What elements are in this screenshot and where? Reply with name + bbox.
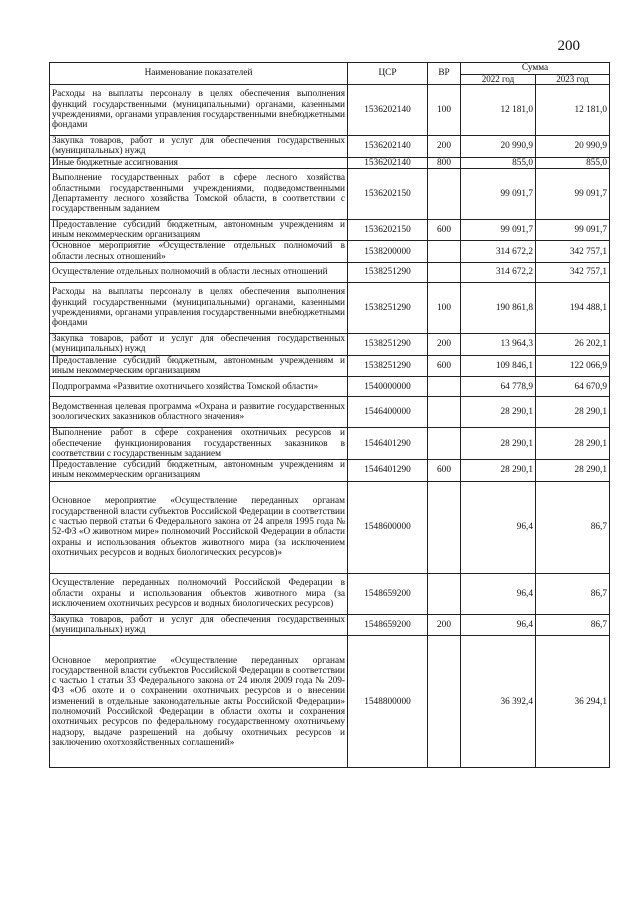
row-vr: 600 — [428, 460, 461, 482]
row-sum-2023: 64 670,9 — [536, 377, 610, 397]
table-row — [50, 334, 610, 356]
table-row — [50, 428, 610, 460]
row-csr: 1536202140 — [348, 85, 428, 136]
table-row — [50, 481, 610, 573]
row-vr: 600 — [428, 355, 461, 377]
row-name: Предоставление субсидий бюджетным, автономным учреждениям и иным некоммерческим организациям — [50, 355, 348, 377]
table-row — [50, 460, 610, 482]
row-sum-2023: 342 757,1 — [536, 263, 610, 283]
row-vr: 200 — [428, 136, 461, 158]
header-year-2023: 2023 год — [536, 75, 610, 85]
row-csr: 1548600000 — [348, 481, 428, 573]
row-sum-2022: 96,4 — [461, 481, 536, 573]
row-name: Расходы на выплаты персоналу в целях обеспечения выполнения функций государственными (муниципальными) органами, казенными учреждениями, органами управления государственными внебюджетными фондами — [50, 85, 348, 136]
table-row — [50, 241, 610, 263]
row-name: Основное мероприятие «Осуществление переданных органам государственной власти субъектов Российской Федерации в соответствии с частью 1 статьи 33 Федерального закона от 24 июля 2009 года № 209-ФЗ «Об охоте и о сохранении охотничьих ресурсов и о внесении изменений в отдельные законодательные акты Российской Федерации» полномочий Российской Федерации в области охоты и сохранения охотничьих ресурсов по федеральному государственному охотничьему надзору, выдаче разрешений на добычу охотничьих ресурсов и заключению охотхозяйственных соглашений» — [50, 636, 348, 768]
row-sum-2022: 28 290,1 — [461, 428, 536, 460]
row-name: Выполнение государственных работ в сфере лесного хозяйства областными государственными учреждениями, подведомственными Департаменту лесного хозяйства Томской области, в соответствии с государственным заданием — [50, 168, 348, 219]
row-name: Осуществление переданных полномочий Российской Федерации в области охраны и использования объектов животного мира (за исключением охотничьих ресурсов и водных биологических ресурсов) — [50, 573, 348, 614]
row-name: Выполнение работ в сфере сохранения охотничьих ресурсов и обеспечение функционирования государственных заказников в соответствии с государственным заданием — [50, 428, 348, 460]
page-number: 200 — [557, 38, 580, 54]
row-vr — [428, 263, 461, 283]
row-sum-2023: 99 091,7 — [536, 168, 610, 219]
table-row — [50, 283, 610, 334]
row-csr: 1548659200 — [348, 614, 428, 636]
row-name: Основное мероприятие «Осуществление отдельных полномочий в области лесных отношений» — [50, 241, 348, 263]
row-csr: 1538251290 — [348, 334, 428, 356]
row-sum-2022: 855,0 — [461, 157, 536, 168]
row-sum-2022: 64 778,9 — [461, 377, 536, 397]
row-csr: 1546401290 — [348, 460, 428, 482]
row-sum-2023: 28 290,1 — [536, 428, 610, 460]
header-vr: ВР — [428, 63, 461, 85]
row-name: Осуществление отдельных полномочий в области лесных отношений — [50, 263, 348, 283]
row-sum-2022: 96,4 — [461, 573, 536, 614]
row-sum-2023: 86,7 — [536, 481, 610, 573]
row-vr: 600 — [428, 219, 461, 241]
row-vr: 100 — [428, 283, 461, 334]
row-csr: 1546401290 — [348, 428, 428, 460]
row-sum-2022: 28 290,1 — [461, 397, 536, 428]
row-sum-2023: 26 202,1 — [536, 334, 610, 356]
row-sum-2022: 36 392,4 — [461, 636, 536, 768]
row-vr: 200 — [428, 334, 461, 356]
row-vr — [428, 241, 461, 263]
table-row — [50, 157, 610, 168]
budget-table — [49, 62, 610, 768]
row-csr: 1538251290 — [348, 263, 428, 283]
row-sum-2023: 12 181,0 — [536, 85, 610, 136]
row-sum-2023: 194 488,1 — [536, 283, 610, 334]
table-row — [50, 136, 610, 158]
row-name: Подпрограмма «Развитие охотничьего хозяйства Томской области» — [50, 377, 348, 397]
row-vr — [428, 377, 461, 397]
row-sum-2023: 20 990,9 — [536, 136, 610, 158]
row-sum-2023: 36 294,1 — [536, 636, 610, 768]
table-row — [50, 397, 610, 428]
row-sum-2023: 28 290,1 — [536, 460, 610, 482]
row-name: Иные бюджетные ассигнования — [50, 157, 348, 168]
row-sum-2023: 99 091,7 — [536, 219, 610, 241]
row-sum-2023: 342 757,1 — [536, 241, 610, 263]
row-csr: 1546400000 — [348, 397, 428, 428]
row-sum-2022: 190 861,8 — [461, 283, 536, 334]
row-sum-2023: 28 290,1 — [536, 397, 610, 428]
row-name: Закупка товаров, работ и услуг для обеспечения государственных (муниципальных) нужд — [50, 136, 348, 158]
row-sum-2022: 20 990,9 — [461, 136, 536, 158]
header-name: Наименование показателей — [50, 63, 348, 85]
table-row — [50, 573, 610, 614]
row-sum-2023: 86,7 — [536, 614, 610, 636]
header-sum: Сумма — [461, 63, 610, 75]
table-row — [50, 355, 610, 377]
row-vr — [428, 168, 461, 219]
table-row — [50, 219, 610, 241]
row-sum-2022: 96,4 — [461, 614, 536, 636]
row-name: Ведомственная целевая программа «Охрана и развитие государственных зоологических заказников областного значения» — [50, 397, 348, 428]
row-vr — [428, 636, 461, 768]
row-sum-2023: 86,7 — [536, 573, 610, 614]
table-row — [50, 636, 610, 768]
table-row — [50, 614, 610, 636]
row-csr: 1538251290 — [348, 283, 428, 334]
row-sum-2022: 13 964,3 — [461, 334, 536, 356]
row-vr: 200 — [428, 614, 461, 636]
row-csr: 1548659200 — [348, 573, 428, 614]
row-sum-2022: 99 091,7 — [461, 168, 536, 219]
row-csr: 1548800000 — [348, 636, 428, 768]
table-row — [50, 168, 610, 219]
row-name: Предоставление субсидий бюджетным, автономным учреждениям и иным некоммерческим организациям — [50, 460, 348, 482]
header-csr: ЦСР — [348, 63, 428, 85]
table-row — [50, 263, 610, 283]
row-name: Закупка товаров, работ и услуг для обеспечения государственных (муниципальных) нужд — [50, 334, 348, 356]
row-sum-2022: 314 672,2 — [461, 241, 536, 263]
table-row — [50, 85, 610, 136]
row-sum-2022: 28 290,1 — [461, 460, 536, 482]
table-row — [50, 377, 610, 397]
row-csr: 1538251290 — [348, 355, 428, 377]
row-sum-2022: 99 091,7 — [461, 219, 536, 241]
row-sum-2023: 855,0 — [536, 157, 610, 168]
row-csr: 1536202150 — [348, 168, 428, 219]
row-sum-2023: 122 066,9 — [536, 355, 610, 377]
row-name: Предоставление субсидий бюджетным, автономным учреждениям и иным некоммерческим организациям — [50, 219, 348, 241]
row-vr — [428, 397, 461, 428]
row-vr — [428, 428, 461, 460]
row-sum-2022: 314 672,2 — [461, 263, 536, 283]
row-vr: 800 — [428, 157, 461, 168]
row-csr: 1538200000 — [348, 241, 428, 263]
row-vr — [428, 481, 461, 573]
row-vr: 100 — [428, 85, 461, 136]
row-csr: 1540000000 — [348, 377, 428, 397]
row-name: Основное мероприятие «Осуществление переданных органам государственной власти субъектов Российской Федерации в соответствии с частью первой статьи 6 Федерального закона от 24 апреля 1995 года № 52-ФЗ «О животном мире» полномочий Российской Федерации в области охраны и использования объектов животного мира (за исключением охотничьих ресурсов и водных биологических ресурсов)» — [50, 481, 348, 573]
table-body — [50, 85, 610, 768]
row-sum-2022: 109 846,1 — [461, 355, 536, 377]
row-name: Закупка товаров, работ и услуг для обеспечения государственных (муниципальных) нужд — [50, 614, 348, 636]
row-csr: 1536202140 — [348, 157, 428, 168]
row-vr — [428, 573, 461, 614]
row-sum-2022: 12 181,0 — [461, 85, 536, 136]
row-csr: 1536202150 — [348, 219, 428, 241]
row-name: Расходы на выплаты персоналу в целях обеспечения выполнения функций государственными (муниципальными) органами, казенными учреждениями, органами управления государственными внебюджетными фондами — [50, 283, 348, 334]
header-year-2022: 2022 год — [461, 75, 536, 85]
row-csr: 1536202140 — [348, 136, 428, 158]
